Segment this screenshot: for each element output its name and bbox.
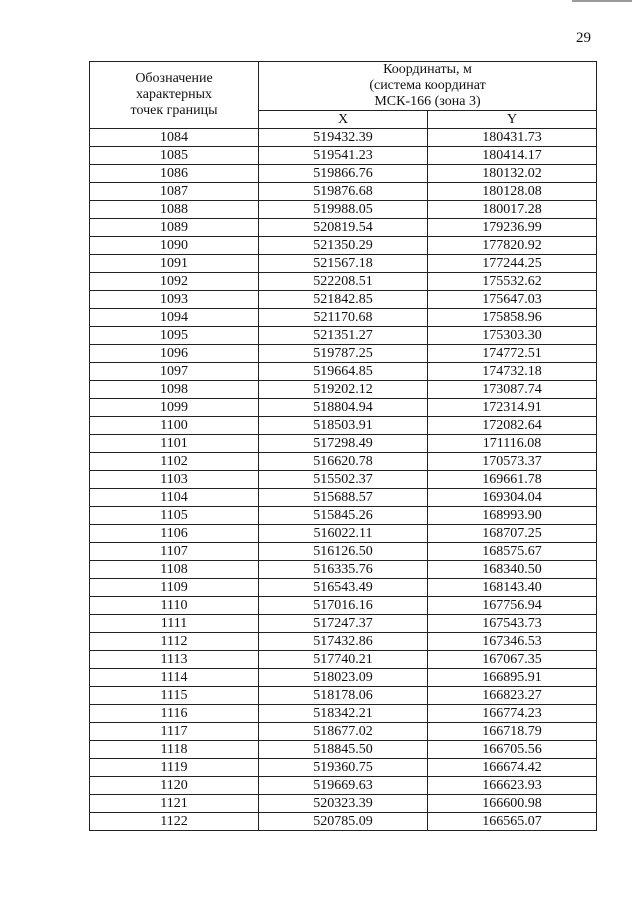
cell-x: 517740.21 — [259, 651, 428, 669]
table-row — [90, 813, 597, 831]
cell-x: 518342.21 — [259, 705, 428, 723]
table-row — [90, 741, 597, 759]
cell-x: 516022.11 — [259, 525, 428, 543]
cell-point: 1122 — [90, 813, 259, 831]
header-coords-line-1: Координаты, м — [383, 62, 472, 77]
cell-y: 166565.07 — [428, 813, 597, 831]
cell-x: 519202.12 — [259, 381, 428, 399]
table-row — [90, 237, 597, 255]
cell-point: 1113 — [90, 651, 259, 669]
cell-y: 166674.42 — [428, 759, 597, 777]
cell-point: 1098 — [90, 381, 259, 399]
table-row — [90, 615, 597, 633]
cell-y: 168707.25 — [428, 525, 597, 543]
cell-point: 1121 — [90, 795, 259, 813]
table-row — [90, 183, 597, 201]
cell-y: 174772.51 — [428, 345, 597, 363]
table-row — [90, 507, 597, 525]
cell-x: 519876.68 — [259, 183, 428, 201]
cell-y: 166705.56 — [428, 741, 597, 759]
table-row — [90, 561, 597, 579]
table-row — [90, 633, 597, 651]
cell-y: 177820.92 — [428, 237, 597, 255]
cell-point: 1104 — [90, 489, 259, 507]
cell-y: 166718.79 — [428, 723, 597, 741]
top-edge-mark — [572, 0, 632, 2]
table-row — [90, 327, 597, 345]
cell-y: 170573.37 — [428, 453, 597, 471]
cell-x: 517016.16 — [259, 597, 428, 615]
cell-point: 1116 — [90, 705, 259, 723]
header-row-top — [90, 62, 597, 111]
cell-point: 1117 — [90, 723, 259, 741]
cell-y: 166774.23 — [428, 705, 597, 723]
cell-x: 521170.68 — [259, 309, 428, 327]
cell-y: 175532.62 — [428, 273, 597, 291]
cell-y: 175858.96 — [428, 309, 597, 327]
cell-x: 519360.75 — [259, 759, 428, 777]
cell-x: 520785.09 — [259, 813, 428, 831]
cell-x: 518178.06 — [259, 687, 428, 705]
cell-y: 168575.67 — [428, 543, 597, 561]
cell-x: 520819.54 — [259, 219, 428, 237]
cell-x: 518804.94 — [259, 399, 428, 417]
table-row — [90, 255, 597, 273]
cell-y: 180017.28 — [428, 201, 597, 219]
table-row — [90, 399, 597, 417]
cell-y: 177244.25 — [428, 255, 597, 273]
cell-x: 519541.23 — [259, 147, 428, 165]
table-row — [90, 651, 597, 669]
header-point-designation — [90, 62, 259, 129]
table-header — [90, 62, 597, 129]
table-row — [90, 705, 597, 723]
header-point-line-3: точек границы — [130, 103, 218, 118]
cell-y: 169304.04 — [428, 489, 597, 507]
cell-y: 174732.18 — [428, 363, 597, 381]
cell-point: 1115 — [90, 687, 259, 705]
cell-x: 516620.78 — [259, 453, 428, 471]
table-row — [90, 381, 597, 399]
cell-point: 1085 — [90, 147, 259, 165]
cell-y: 167756.94 — [428, 597, 597, 615]
cell-point: 1089 — [90, 219, 259, 237]
cell-y: 175303.30 — [428, 327, 597, 345]
cell-y: 167346.53 — [428, 633, 597, 651]
cell-y: 168993.90 — [428, 507, 597, 525]
header-coords-line-3: МСК-166 (зона 3) — [374, 94, 481, 109]
cell-point: 1101 — [90, 435, 259, 453]
cell-point: 1103 — [90, 471, 259, 489]
cell-y: 167067.35 — [428, 651, 597, 669]
coordinates-table — [89, 61, 597, 831]
table-row — [90, 129, 597, 147]
table-row — [90, 687, 597, 705]
cell-y: 166623.93 — [428, 777, 597, 795]
table-row — [90, 723, 597, 741]
cell-x: 517298.49 — [259, 435, 428, 453]
table-row — [90, 435, 597, 453]
cell-point: 1096 — [90, 345, 259, 363]
cell-y: 166895.91 — [428, 669, 597, 687]
cell-point: 1087 — [90, 183, 259, 201]
cell-y: 172314.91 — [428, 399, 597, 417]
cell-x: 520323.39 — [259, 795, 428, 813]
cell-x: 519787.25 — [259, 345, 428, 363]
cell-point: 1088 — [90, 201, 259, 219]
table-row — [90, 453, 597, 471]
cell-x: 517247.37 — [259, 615, 428, 633]
header-point-line-2: характерных — [135, 87, 213, 102]
table-row — [90, 777, 597, 795]
cell-y: 166600.98 — [428, 795, 597, 813]
table-row — [90, 147, 597, 165]
cell-point: 1093 — [90, 291, 259, 309]
table-row — [90, 795, 597, 813]
cell-point: 1105 — [90, 507, 259, 525]
cell-x: 516126.50 — [259, 543, 428, 561]
cell-y: 168143.40 — [428, 579, 597, 597]
table-row — [90, 345, 597, 363]
cell-x: 518845.50 — [259, 741, 428, 759]
cell-point: 1110 — [90, 597, 259, 615]
cell-x: 518503.91 — [259, 417, 428, 435]
cell-x: 516335.76 — [259, 561, 428, 579]
cell-x: 516543.49 — [259, 579, 428, 597]
cell-y: 180414.17 — [428, 147, 597, 165]
cell-point: 1107 — [90, 543, 259, 561]
cell-point: 1108 — [90, 561, 259, 579]
cell-point: 1092 — [90, 273, 259, 291]
cell-point: 1095 — [90, 327, 259, 345]
cell-point: 1112 — [90, 633, 259, 651]
table-row — [90, 597, 597, 615]
table-row — [90, 219, 597, 237]
cell-x: 521567.18 — [259, 255, 428, 273]
cell-point: 1094 — [90, 309, 259, 327]
cell-x: 518023.09 — [259, 669, 428, 687]
cell-point: 1102 — [90, 453, 259, 471]
table-row — [90, 543, 597, 561]
table-row — [90, 291, 597, 309]
cell-y: 173087.74 — [428, 381, 597, 399]
cell-x: 522208.51 — [259, 273, 428, 291]
cell-point: 1086 — [90, 165, 259, 183]
cell-x: 519866.76 — [259, 165, 428, 183]
cell-y: 168340.50 — [428, 561, 597, 579]
cell-point: 1100 — [90, 417, 259, 435]
cell-x: 521351.27 — [259, 327, 428, 345]
table-row — [90, 201, 597, 219]
header-y: Y — [428, 111, 597, 129]
cell-x: 518677.02 — [259, 723, 428, 741]
table-row — [90, 489, 597, 507]
cell-x: 517432.86 — [259, 633, 428, 651]
cell-point: 1097 — [90, 363, 259, 381]
table-row — [90, 165, 597, 183]
table-row — [90, 363, 597, 381]
table-row — [90, 669, 597, 687]
header-point-line-1: Обозначение — [135, 71, 213, 86]
table-row — [90, 525, 597, 543]
cell-y: 175647.03 — [428, 291, 597, 309]
cell-point: 1109 — [90, 579, 259, 597]
cell-point: 1111 — [90, 615, 259, 633]
cell-point: 1120 — [90, 777, 259, 795]
cell-point: 1090 — [90, 237, 259, 255]
cell-x: 515502.37 — [259, 471, 428, 489]
cell-y: 166823.27 — [428, 687, 597, 705]
table-row — [90, 471, 597, 489]
cell-x: 521350.29 — [259, 237, 428, 255]
table-row — [90, 309, 597, 327]
header-x: X — [259, 111, 428, 129]
cell-point: 1114 — [90, 669, 259, 687]
header-coordinates — [259, 62, 597, 111]
cell-y: 169661.78 — [428, 471, 597, 489]
table-body — [90, 129, 597, 831]
cell-point: 1091 — [90, 255, 259, 273]
cell-x: 519988.05 — [259, 201, 428, 219]
cell-y: 180431.73 — [428, 129, 597, 147]
cell-point: 1106 — [90, 525, 259, 543]
table-row — [90, 759, 597, 777]
cell-x: 519664.85 — [259, 363, 428, 381]
header-coords-line-2: (система координат — [369, 78, 486, 93]
cell-x: 519669.63 — [259, 777, 428, 795]
cell-x: 519432.39 — [259, 129, 428, 147]
table-row — [90, 273, 597, 291]
cell-y: 180132.02 — [428, 165, 597, 183]
cell-point: 1099 — [90, 399, 259, 417]
cell-y: 167543.73 — [428, 615, 597, 633]
cell-y: 172082.64 — [428, 417, 597, 435]
cell-point: 1119 — [90, 759, 259, 777]
cell-x: 515845.26 — [259, 507, 428, 525]
page-number: 29 — [576, 30, 591, 46]
cell-x: 515688.57 — [259, 489, 428, 507]
cell-y: 171116.08 — [428, 435, 597, 453]
table-row — [90, 579, 597, 597]
cell-point: 1118 — [90, 741, 259, 759]
cell-y: 179236.99 — [428, 219, 597, 237]
cell-y: 180128.08 — [428, 183, 597, 201]
cell-x: 521842.85 — [259, 291, 428, 309]
cell-point: 1084 — [90, 129, 259, 147]
table-row — [90, 417, 597, 435]
